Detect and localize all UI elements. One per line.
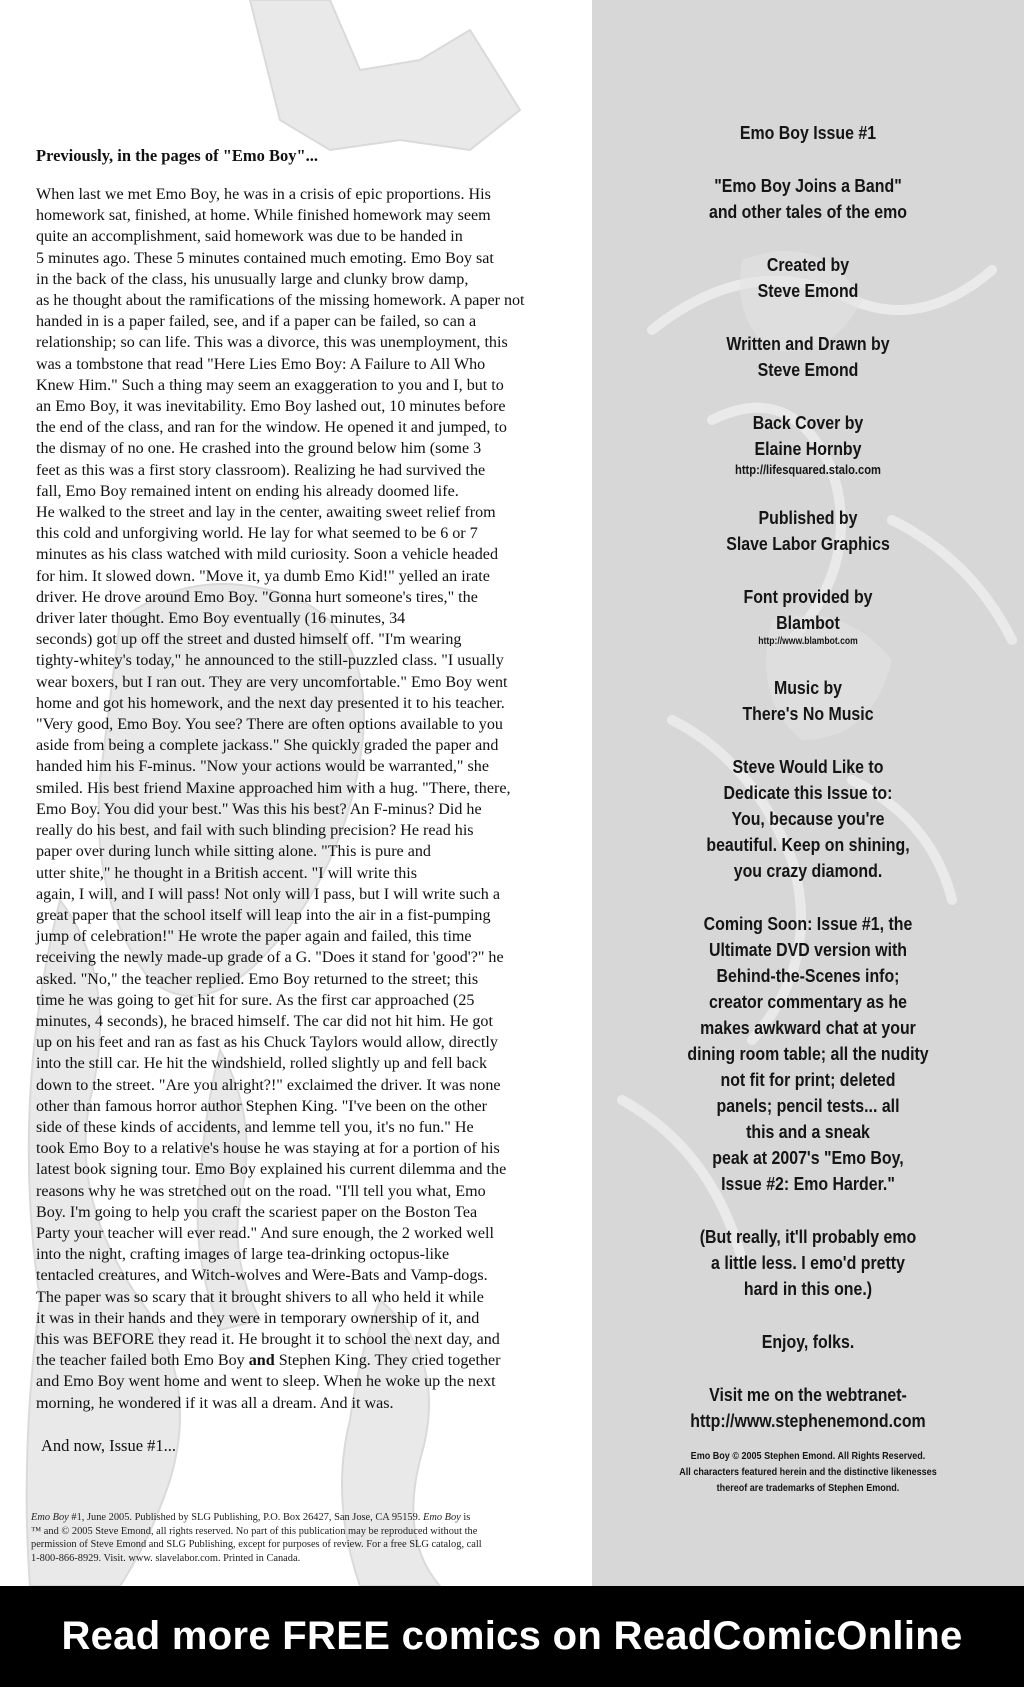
website-url: http://www.stephenemond.com (690, 1410, 926, 1431)
created-by-label: Created by (766, 254, 850, 275)
publication-indicia (31, 1511, 561, 1565)
story-line: other than famous horror author Stephen King. "I've been on the other (36, 1097, 488, 1115)
coming-soon-line: this and a sneak (746, 1121, 870, 1142)
story-line: was a tombstone that read "Here Lies Emo Boy: A Failure to All Who (36, 355, 486, 373)
issue-title-block (622, 120, 994, 146)
coming-soon-line: makes awkward chat at your (700, 1017, 916, 1038)
back-cover-block (622, 410, 994, 478)
story-line: driver. He drove around Emo Boy. "Gonna hurt someone's tires," the (36, 588, 478, 606)
story-line: side of these kinds of accidents, and lemme tell you, it's no fun." He (36, 1118, 474, 1136)
story-line: wear boxers, but I ran out. They are very uncomfortable." Emo Boy went (36, 673, 508, 691)
music-block (622, 675, 994, 727)
dedication-line: beautiful. Keep on shining, (706, 834, 910, 855)
story-line: this was BEFORE they read it. He brought it to school the next day, and (36, 1330, 500, 1348)
story-heading: Previously, in the pages of "Emo Boy"... (36, 146, 319, 165)
story-line: paper over during lunch while sitting alone. "This is pure and (36, 843, 431, 861)
signoff: Enjoy, folks. (761, 1331, 855, 1352)
story-line: tighty-whitey's today," he announced to the still-puzzled class. "I usually (36, 652, 504, 670)
story-line: fall, Emo Boy remained intent on ending his already doomed life. (36, 482, 459, 500)
published-by-name: Slave Labor Graphics (726, 533, 890, 554)
font-credit-url: http://www.blambot.com (758, 636, 858, 647)
story-line: relationship; so can life. This was a divorce, this was unemployment, this (36, 334, 508, 352)
copyright-line: Emo Boy © 2005 Stephen Emond. All Rights Reserved. (690, 1450, 926, 1462)
story-line: The paper was so scary that it brought shivers to all who held it while (36, 1288, 484, 1306)
back-cover-name: Elaine Hornby (754, 438, 862, 459)
story-lines (36, 184, 581, 1350)
written-by-name: Steve Emond (757, 359, 859, 380)
story-line: really do his best, and fail with such blinding precision? He read his (36, 822, 474, 840)
story-line: smiled. His best friend Maxine approached him with a hug. "There, there, (36, 779, 511, 797)
coming-soon-line: not fit for print; deleted (720, 1069, 896, 1090)
created-by-block (622, 252, 994, 304)
coming-soon-line: panels; pencil tests... all (716, 1095, 900, 1116)
story-line: handed him his F-minus. "Now your actions would be warranted," she (36, 758, 489, 776)
indicia-line: 1-800-866-8929. Visit. www. slavelabor.com. Printed in Canada. (31, 1552, 301, 1564)
story-line: receiving the newly made-up grade of a G. "Does it stand for 'good'?" he (36, 949, 504, 967)
coming-soon-line: Coming Soon: Issue #1, the (703, 913, 913, 934)
story-line: the dismay of no one. He crashed into the ground below him (some 3 (36, 440, 482, 458)
story-line: When last we met Emo Boy, he was in a crisis of epic proportions. His (36, 186, 491, 203)
aside-line: (But really, it'll probably emo (699, 1226, 917, 1247)
copyright-line: thereof are trademarks of Stephen Emond. (716, 1482, 900, 1494)
story-subtitle: and other tales of the emo (708, 201, 908, 222)
story-line: up on his feet and ran as fast as his Chuck Taylors would allow, directly (36, 1034, 498, 1052)
coming-soon-line: Issue #2: Emo Harder." (721, 1173, 895, 1194)
story-line: quite an accomplishment, said homework was due to be handed in (36, 228, 463, 246)
story-line: great paper that the school itself will leap into the air in a fist-pumping (36, 906, 491, 924)
coming-soon-line: Behind-the-Scenes info; (716, 965, 900, 986)
story-line: feet as this was a first story classroom). Realizing he had survived the (36, 461, 486, 479)
story-line: an Emo Boy, it was inevitability. Emo Boy lashed out, 10 minutes before (36, 398, 506, 416)
story-title-block (622, 173, 994, 225)
story-line: in the back of the class, his unusually large and clunky brow damp, (36, 270, 469, 288)
story-line: He walked to the street and lay in the center, awaiting sweet relief from (36, 504, 496, 522)
footer-banner-text[interactable]: Read more FREE comics on ReadComicOnline (61, 1614, 963, 1658)
story-line: morning, he wondered if it was all a dream. And it was. (36, 1394, 394, 1412)
story-line: latest book signing tour. Emo Boy explained his current dilemma and the (36, 1161, 507, 1179)
story-line: time he was going to get hit for sure. As the first car approached (25 (36, 991, 475, 1009)
copyright-line: All characters featured herein and the distinctive likenesses (679, 1466, 937, 1478)
published-by-block (622, 505, 994, 557)
published-by-label: Published by (758, 507, 858, 528)
music-label: Music by (773, 677, 843, 698)
story-line: driver later thought. Emo Boy eventually (16 minutes, 34 (36, 610, 406, 628)
story-line: for him. It slowed down. "Move it, ya dumb Emo Kid!" yelled an irate (36, 567, 490, 585)
story-line: took Emo Boy to a relative's house he was staying at for a portion of his (36, 1140, 500, 1158)
issue-title: Emo Boy Issue #1 (739, 122, 877, 143)
story-line: this cold and unforgiving world. He lay for what seemed to be 6 or 7 (36, 525, 478, 543)
signoff-block (622, 1329, 994, 1355)
story-column (36, 146, 581, 1456)
story-line: 5 minutes ago. These 5 minutes contained much emoting. Emo Boy sat (36, 249, 494, 267)
footer-banner[interactable] (0, 1586, 1024, 1687)
story-line: into the still car. He hit the windshield, rolled slightly up and fell back (36, 1055, 487, 1073)
story-title: "Emo Boy Joins a Band" (714, 175, 902, 196)
story-line: Emo Boy. You did your best." Was this his best? An F-minus? Did he (36, 800, 482, 818)
website-label: Visit me on the webtranet- (709, 1384, 907, 1405)
coming-soon-line: creator commentary as he (708, 991, 908, 1012)
story-line: seconds) got up off the street and dusted himself off. "I'm wearing (36, 631, 462, 649)
font-credit-name: Blambot (776, 612, 840, 633)
aside-line: a little less. I emo'd pretty (711, 1252, 905, 1273)
story-line: utter shite," he thought in a British accent. "I will write this (36, 864, 417, 882)
story-line: down to the street. "Are you alright?!" exclaimed the driver. It was none (36, 1076, 501, 1094)
dedication-line: you crazy diamond. (733, 860, 883, 881)
story-line: Party your teacher will ever read." And sure enough, the 2 worked well (36, 1224, 494, 1242)
indicia-line: ™ and © 2005 Steve Emond, all rights reserved. No part of this publication may be reproduced without the (31, 1525, 478, 1537)
story-line: home and got his homework, and the next day presented it to his teacher. (36, 694, 505, 712)
story-line: jump of celebration!" He wrote the paper again and failed, this time (36, 928, 472, 946)
indicia-line: Emo Boy #1, June 2005. Published by SLG Publishing, P.O. Box 26427, San Jose, CA 95159. Emo Boy is (31, 1512, 471, 1523)
story-line: Knew Him." Such a thing may seem an exaggeration to you and I, but to (36, 376, 504, 394)
story-line: "Very good, Emo Boy. You see? There are often options available to you (36, 716, 503, 734)
font-credit-block (622, 584, 994, 648)
story-line: as he thought about the ramifications of the missing homework. A paper not (36, 292, 525, 310)
story-text (36, 184, 581, 1414)
font-credit-label: Font provided by (743, 586, 873, 607)
story-line: handed in is a paper failed, see, and if a paper can be failed, so can a (36, 313, 477, 331)
story-line: homework sat, finished, at home. While finished homework may seem (36, 207, 491, 225)
story-outro: And now, Issue #1... (41, 1435, 177, 1455)
story-line: Boy. I'm going to help you craft the scariest paper on the Boston Tea (36, 1203, 478, 1221)
dedication-line: You, because you're (731, 808, 885, 829)
story-line: minutes, 4 seconds), he braced himself. The car did not hit him. He got (36, 1012, 493, 1030)
back-cover-label: Back Cover by (752, 412, 864, 433)
coming-soon-line: Ultimate DVD version with (708, 939, 908, 960)
music-name: There's No Music (742, 703, 874, 724)
dedication-line: Dedicate this Issue to: (723, 782, 893, 803)
aside-block (622, 1224, 994, 1302)
credits-list (622, 120, 994, 1496)
story-line: the teacher failed both Emo Boy and Stephen King. They cried together (36, 1352, 501, 1370)
indicia-line: permission of Steve Emond and SLG Publishing, except for purposes of review. For a free SLG catalog, call (31, 1539, 482, 1550)
created-by-name: Steve Emond (757, 280, 859, 301)
coming-soon-block (622, 911, 994, 1197)
dedication-line: Steve Would Like to (732, 756, 884, 777)
written-by-label: Written and Drawn by (726, 333, 890, 354)
dedication-block (622, 754, 994, 884)
story-line: reasons why he was stretched out on the road. "I'll tell you what, Emo (36, 1182, 486, 1200)
story-line: aside from being a complete jackass." She quickly graded the paper and (36, 737, 499, 755)
story-line: into the night, crafting images of large tea-drinking octopus-like (36, 1246, 450, 1264)
story-line: the end of the class, and ran for the window. He opened it and jumped, to (36, 419, 507, 437)
copyright-block (622, 1448, 994, 1496)
website-block (622, 1382, 994, 1434)
story-line: asked. "No," the teacher replied. Emo Boy returned to the street; this (36, 970, 479, 988)
story-line: minutes as his class watched with mild curiosity. Soon a vehicle headed (36, 546, 498, 564)
coming-soon-line: dining room table; all the nudity (687, 1043, 929, 1064)
story-line: tentacled creatures, and Witch-wolves and Were-Bats and Vamp-dogs. (36, 1267, 488, 1285)
story-line: it was in their hands and they were in temporary ownership of it, and (36, 1309, 480, 1327)
written-by-block (622, 331, 994, 383)
story-line: again, I will, and I will pass! Not only will I pass, but I will write such a (36, 885, 500, 903)
back-cover-url: http://lifesquared.stalo.com (735, 462, 881, 477)
credits-panel (592, 0, 1024, 1586)
aside-line: hard in this one.) (743, 1278, 873, 1299)
coming-soon-line: peak at 2007's "Emo Boy, (712, 1147, 904, 1168)
story-line: and Emo Boy went home and went to sleep. When he woke up the next (36, 1373, 496, 1391)
